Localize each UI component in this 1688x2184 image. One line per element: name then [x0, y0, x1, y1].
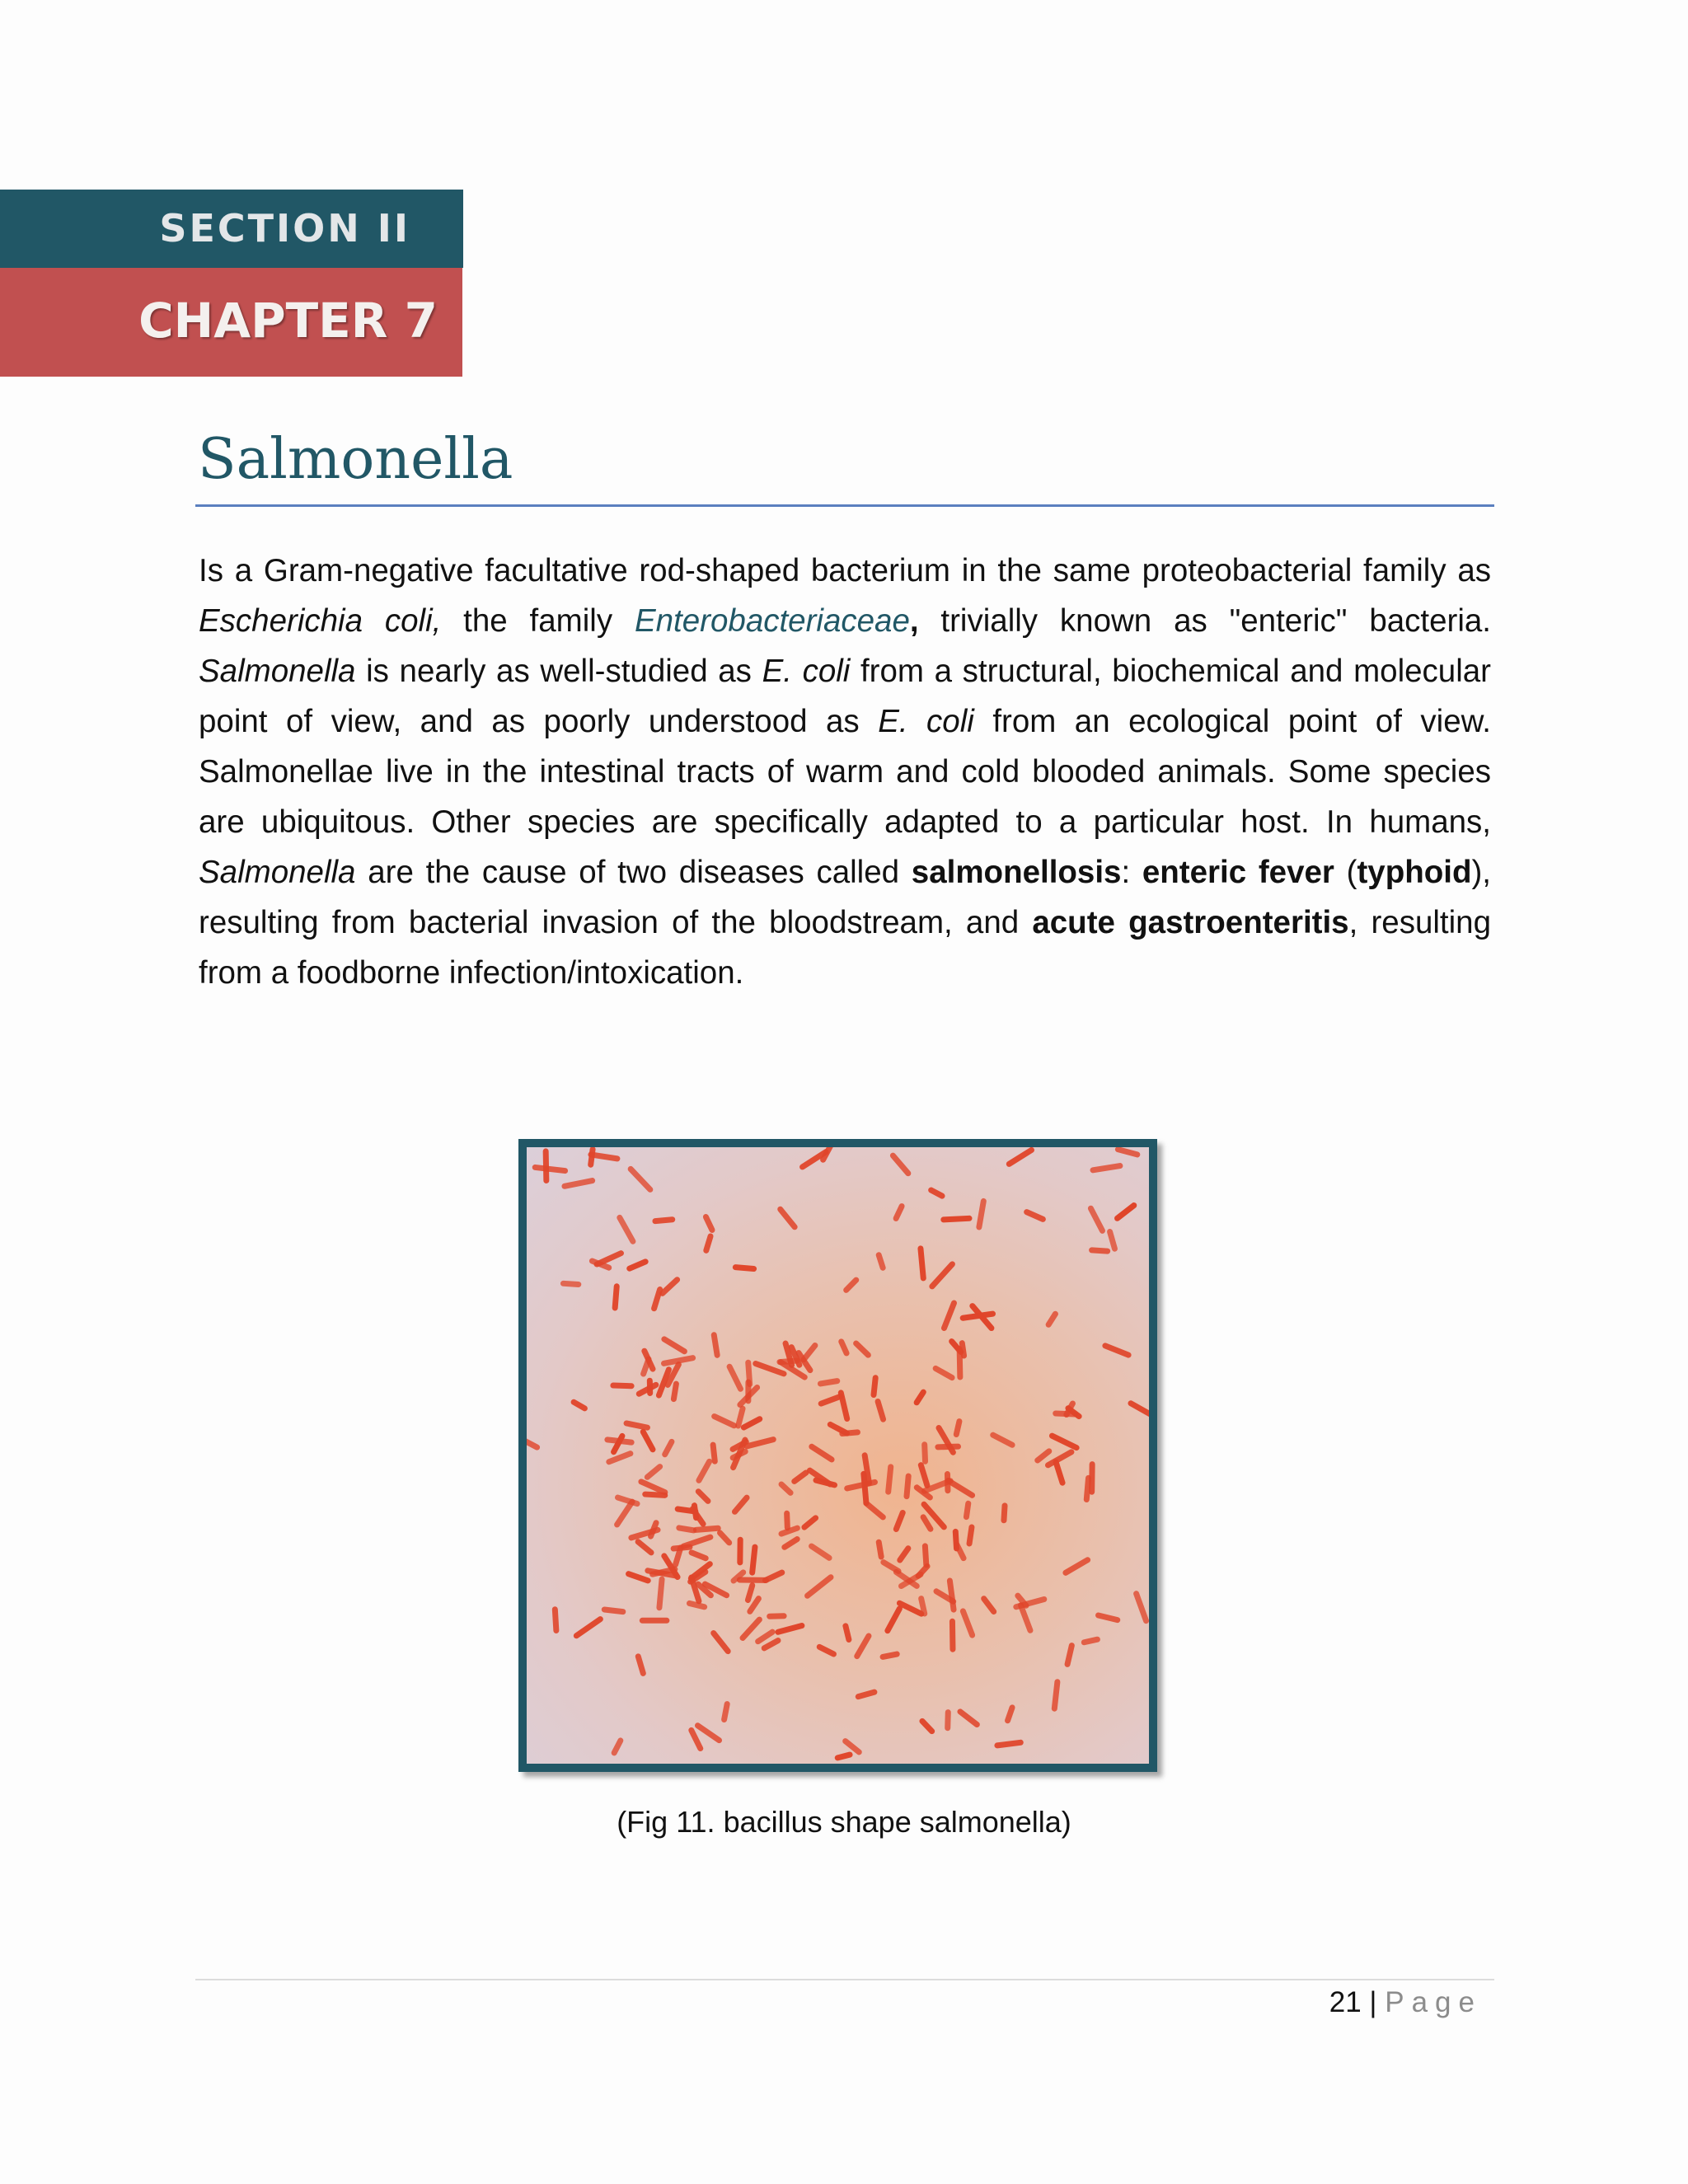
bacterium-rod — [710, 1629, 732, 1656]
text-run: from a structural, biochemical and molecular point of view, and as poorly understood as — [199, 654, 1491, 739]
bacterium-rod — [687, 1560, 714, 1582]
bacterium-rod — [903, 1473, 912, 1499]
footer-rule — [195, 1979, 1494, 1980]
text-run: : — [1121, 855, 1142, 890]
bacterium-rod — [652, 1216, 675, 1224]
bacterium-rod — [837, 1338, 851, 1357]
bacterium-rod — [853, 1632, 873, 1660]
bacterium-rod — [989, 1431, 1016, 1449]
bacterium-rod — [767, 1613, 787, 1619]
bacterium-rod — [875, 1539, 884, 1560]
bacterium-rod — [725, 1363, 744, 1393]
bacterium-rod — [870, 1375, 879, 1398]
bacterium-rod — [1023, 1208, 1047, 1223]
species-name: Salmonella — [199, 654, 356, 689]
bacterium-rod — [601, 1606, 626, 1615]
bacterium-rod — [616, 1214, 637, 1245]
bacterium-rod — [827, 1421, 851, 1437]
bacterium-rod — [640, 1428, 657, 1454]
bacterium-rod — [720, 1700, 730, 1722]
bacterium-rod — [879, 1651, 900, 1661]
bacterium-rod — [695, 1458, 713, 1484]
bacterium-rod — [834, 1751, 853, 1761]
bacterium-rod — [716, 1529, 734, 1547]
bacterium-rod — [1132, 1590, 1149, 1624]
bacterium-rod — [957, 1346, 964, 1380]
bacterium-rod — [963, 1500, 971, 1520]
bacterium-rod — [694, 1488, 712, 1506]
bacterium-rod — [1064, 1642, 1076, 1667]
text-run: , — [909, 603, 919, 639]
section-banner — [0, 190, 463, 268]
bacterium-rod — [731, 1493, 751, 1516]
family-link[interactable]: Enterobacteriaceae — [634, 603, 910, 639]
bacterium-rod — [976, 1197, 987, 1230]
bacterium-rod — [702, 1213, 716, 1234]
bacterium-rod — [806, 1466, 834, 1488]
bacterium-rod — [1089, 1247, 1110, 1254]
bacterium-rod — [676, 1525, 697, 1534]
bacterium-rod — [917, 1245, 926, 1282]
bacterium-rod — [928, 1260, 956, 1291]
text-run: ( — [1334, 855, 1357, 890]
bacterium-rod — [953, 1418, 963, 1437]
bacterium-rod — [634, 1538, 655, 1557]
bacterium-rod — [959, 1607, 976, 1638]
bacterium-rod — [1006, 1147, 1036, 1168]
bacterium-rod — [661, 1438, 676, 1459]
text-run: ), resulting from bacterial invasion of the bloodstream, and — [199, 855, 1491, 940]
text-run: from an ecological point of view. Salmonellae live in the intestinal tracts of warm and cold blooded animals. Some species are ubiquitous. Other species are specifically adapted to a particular host. In humans, — [199, 704, 1491, 840]
bacterium-rod — [691, 1502, 699, 1521]
bacterium-rod — [842, 1276, 860, 1294]
bacterium-rod — [844, 1479, 879, 1492]
bacterium-rod — [552, 1606, 560, 1633]
bacterium-rod — [874, 1398, 887, 1422]
bacterium-rod — [1090, 1163, 1123, 1174]
bacterium-rod — [572, 1615, 604, 1640]
bacterium-rod — [1095, 1612, 1121, 1624]
text-run: , resulting from a foodborne infection/intoxication. — [199, 905, 1492, 991]
bacterium-rod — [740, 1415, 764, 1432]
bacterium-rod — [1053, 1459, 1067, 1487]
bacterium-rod — [1001, 1502, 1007, 1523]
text-run: trivially known as "enteric" bacteria. — [918, 603, 1491, 639]
bacterium-rod — [643, 1463, 663, 1482]
bacterium-rod — [560, 1281, 582, 1288]
bacterium-rod — [852, 1339, 873, 1359]
text-run: Is a Gram-negative facultative rod-shaped bacterium in the same proteobacterial family as — [199, 553, 1491, 588]
bacterium-rod — [710, 1332, 720, 1359]
bacterium-rod — [808, 1542, 833, 1562]
bacterium-rod — [623, 1420, 651, 1432]
salmonella-micrograph — [518, 1139, 1157, 1772]
text-run: the family — [441, 603, 635, 639]
page-number-value: 21 — [1329, 1986, 1362, 2018]
bacterium-rod — [737, 1577, 769, 1583]
bacterium-rod — [647, 1378, 654, 1396]
section-label: SECTION II — [159, 206, 410, 251]
species-name: Salmonella — [199, 855, 356, 890]
bacterium-rod — [817, 1378, 840, 1387]
bacterium-rod — [1101, 1342, 1132, 1358]
bacterium-rod — [784, 1511, 790, 1531]
figure-caption: (Fig 11. bacillus shape salmonella) — [617, 1805, 1071, 1839]
bacterium-rod — [781, 1535, 801, 1551]
species-name: E. coli — [878, 704, 974, 739]
micrograph-image — [527, 1147, 1149, 1764]
title-underline — [195, 504, 1494, 507]
bacterium-rod — [605, 1450, 634, 1465]
bacterium-rod — [945, 1471, 951, 1493]
bacterium-rod — [688, 1549, 710, 1562]
bacterium-rod — [884, 1605, 903, 1634]
bacterium-rod — [570, 1398, 588, 1412]
bacterium-rod — [940, 1299, 958, 1332]
bacterium-rod — [855, 1689, 878, 1700]
page-word: Page — [1385, 1986, 1482, 2018]
bacterium-rod — [917, 1461, 931, 1489]
bacterium-rod — [885, 1464, 894, 1495]
bacterium-rod — [733, 1264, 757, 1272]
bacterium-rod — [931, 1365, 955, 1382]
bacterium-rod — [527, 1435, 541, 1451]
bacterium-rod — [994, 1739, 1024, 1748]
text-run: are the cause of two diseases called — [355, 855, 912, 890]
bacterium-rod — [693, 1526, 721, 1534]
bacterium-rod — [808, 1442, 836, 1463]
bacterium-rod — [921, 1441, 928, 1465]
term-bold: salmonellosis — [911, 855, 1122, 890]
bacterium-rod — [626, 1165, 654, 1193]
species-name: E. coli — [762, 654, 851, 689]
page-separator: | — [1369, 1986, 1377, 2018]
bacterium-rod — [776, 1205, 799, 1230]
bacterium-rod — [775, 1622, 805, 1635]
bacterium-rod — [660, 1335, 688, 1355]
bacterium-rod — [892, 1202, 905, 1222]
bacterium-rod — [1089, 1461, 1095, 1495]
bacterium-rod — [610, 1736, 624, 1756]
bacterium-rod — [935, 1424, 957, 1456]
bacterium-rod — [953, 1529, 960, 1552]
bacterium-rod — [1081, 1636, 1100, 1646]
bacterium-rod — [1053, 1410, 1078, 1417]
bacterium-rod — [650, 1286, 663, 1312]
chapter-label: CHAPTER 7 — [138, 293, 438, 349]
bacterium-rod — [1114, 1202, 1138, 1223]
bacterium-rod — [980, 1595, 998, 1616]
bacterium-rod — [896, 1544, 912, 1564]
bacterium-rod — [640, 1618, 670, 1624]
body-paragraph — [199, 546, 1491, 998]
bacterium-rod — [816, 1643, 838, 1658]
bacterium-rod — [659, 1276, 682, 1298]
bacterium-rod — [893, 1509, 907, 1533]
bacterium-rod — [1114, 1147, 1141, 1158]
bacterium-rod — [804, 1573, 835, 1600]
bacterium-rod — [950, 1619, 956, 1652]
bacterium-rod — [612, 1283, 620, 1311]
term-bold: acute gastroenteritis — [1032, 905, 1349, 940]
bacterium-rod — [749, 1544, 758, 1576]
bacterium-rod — [610, 1382, 634, 1389]
page-number — [1329, 1986, 1482, 2019]
bacterium-rod — [956, 1708, 981, 1728]
bacterium-rod — [940, 1216, 973, 1223]
bacterium-rod — [912, 1388, 927, 1406]
bacterium-rod — [1048, 1432, 1081, 1452]
bacterium-rod — [656, 1576, 665, 1610]
bacterium-rod — [966, 1524, 975, 1547]
chapter-banner — [0, 268, 462, 377]
bacterium-rod — [842, 1623, 852, 1643]
bacterium-rod — [1004, 1704, 1015, 1724]
bacterium-rod — [918, 1717, 936, 1735]
bacterium-rod — [1062, 1556, 1091, 1577]
bacterium-rod — [922, 1543, 930, 1568]
bacterium-rod — [737, 1537, 743, 1566]
bacterium-rod — [532, 1165, 568, 1174]
bacterium-rod — [1127, 1399, 1149, 1422]
bacterium-rod — [1087, 1204, 1107, 1235]
bacterium-rod — [927, 1186, 946, 1200]
bacterium-rod — [710, 1413, 738, 1430]
bacterium-rod — [945, 1709, 951, 1731]
bacterium-rod — [1051, 1679, 1060, 1712]
term-bold: enteric fever — [1142, 855, 1334, 890]
bacterium-rod — [1044, 1310, 1059, 1329]
bacterium-rod — [875, 1251, 887, 1271]
bacterium-rod — [800, 1514, 820, 1531]
bacterium-rod — [889, 1151, 912, 1177]
term-bold: typhoid — [1357, 855, 1472, 890]
bacterium-rod — [702, 1233, 714, 1254]
text-run: is nearly as well-studied as — [355, 654, 762, 689]
page-title: Salmonella — [198, 427, 513, 492]
bacterium-rod — [626, 1258, 649, 1272]
bacterium-rod — [670, 1380, 679, 1402]
species-name: Escherichia coli, — [199, 603, 442, 639]
bacterium-rod — [635, 1652, 647, 1676]
bacterium-rod — [561, 1177, 596, 1189]
